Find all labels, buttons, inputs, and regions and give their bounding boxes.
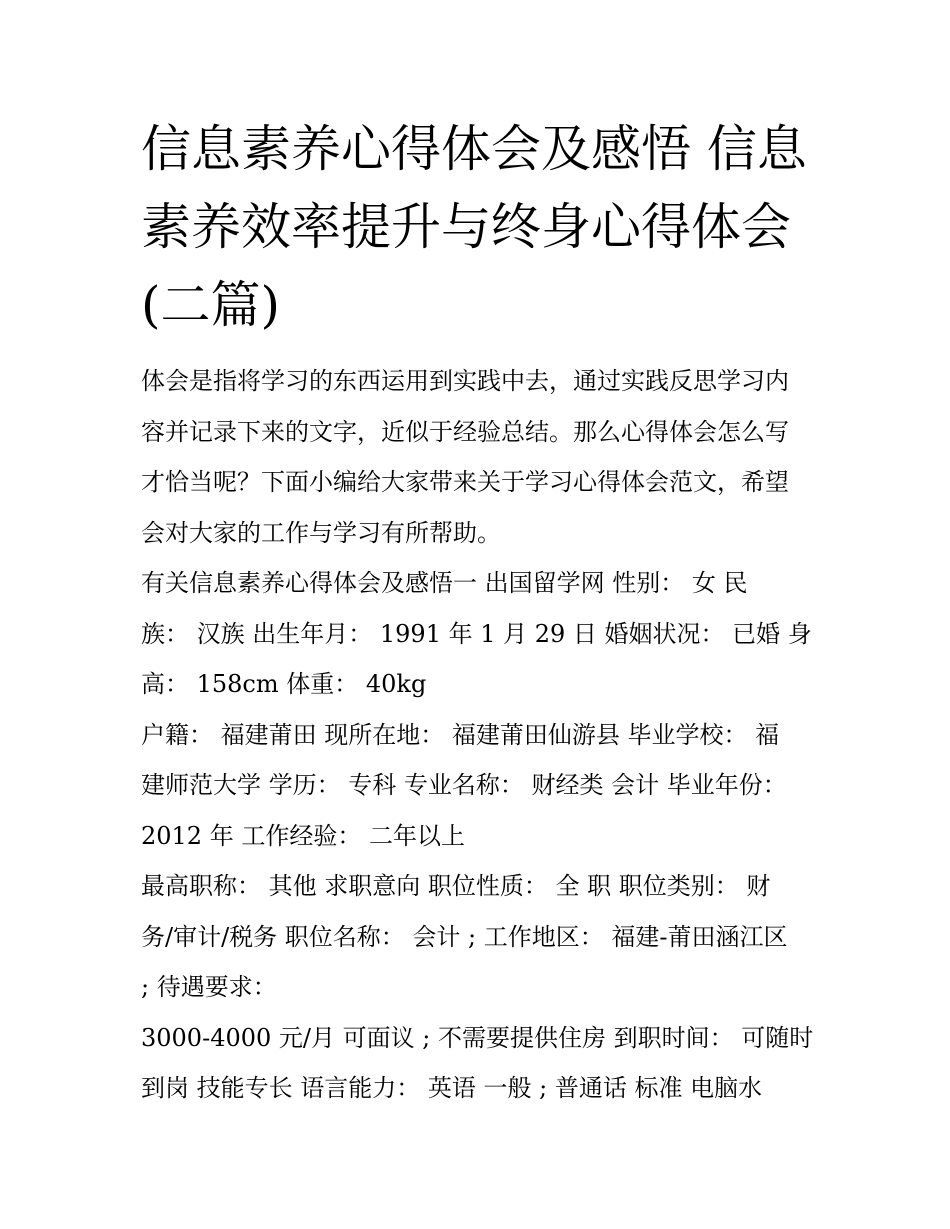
document-title	[141, 0, 821, 344]
text-line: 户籍： 福建莆田 现所在地： 福建莆田仙游县 毕业学校： 福	[141, 720, 780, 749]
text-line: 务/审计/税务 职位名称： 会计 ; 工作地区： 福建-莆田涵江区	[141, 922, 788, 951]
text-line: 2012 年 工作经验： 二年以上	[141, 821, 465, 850]
text-line: 3000-4000 元/月 可面议 ; 不需要提供住房 到职时间： 可随时	[141, 1023, 814, 1052]
text-line: 到岗 技能专长 语言能力： 英语 一般 ; 普通话 标准 电脑水	[141, 1074, 763, 1102]
text-line: 最高职称： 其他 求职意向 职位性质： 全 职 职位类别： 财	[141, 872, 771, 900]
text-line: ; 待遇要求：	[141, 973, 277, 1001]
text-line: 才恰当呢？下面小编给大家带来关于学习心得体会范文，希望	[141, 468, 789, 496]
text-line: 体会是指将学习的东西运用到实践中去，通过实践反思学习内	[141, 367, 789, 395]
education-paragraph	[141, 710, 821, 862]
job-intent-paragraph	[141, 861, 821, 1013]
text-line: 容并记录下来的文字，近似于经验总结。那么心得体会怎么写	[141, 417, 789, 446]
title-line: 信息素养心得体会及感悟 信息	[141, 120, 807, 178]
text-line: 建师范大学 学历： 专科 专业名称： 财经类 会计 毕业年份：	[141, 771, 787, 799]
personal-info-paragraph	[141, 558, 821, 710]
salary-skills-paragraph	[141, 1013, 821, 1114]
title-line: (二篇)	[141, 276, 281, 334]
document-page	[141, 0, 821, 1114]
document-body	[141, 356, 821, 1114]
text-line: 会对大家的工作与学习有所帮助。	[141, 518, 501, 547]
intro-paragraph	[141, 356, 821, 558]
text-line: 有关信息素养心得体会及感悟一 出国留学网 性别： 女 民	[141, 569, 748, 597]
text-line: 族： 汉族 出生年月： 1991 年 1 月 29 日 婚姻状况： 已婚 身	[141, 619, 812, 648]
title-line: 素养效率提升与终身心得体会	[141, 198, 791, 256]
text-line: 高： 158cm 体重： 40kg	[141, 670, 427, 698]
